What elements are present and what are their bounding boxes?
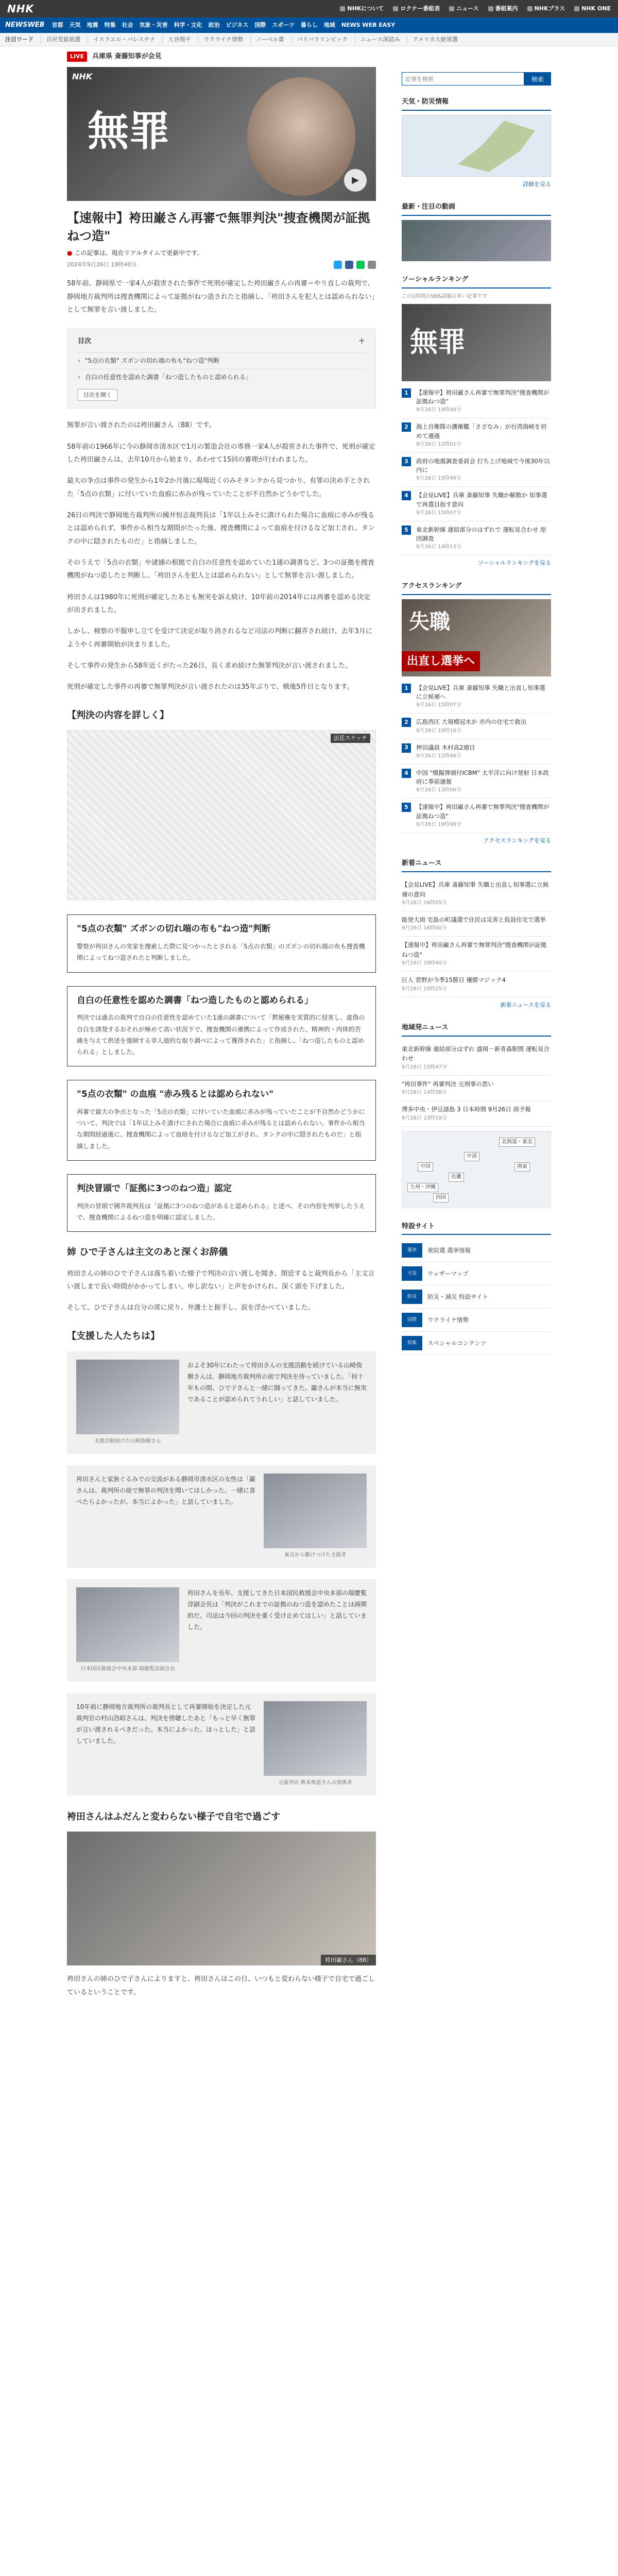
photo-caption: 袴田巌さん（88）: [321, 1955, 376, 1966]
video-box: [402, 200, 551, 261]
supporter-photo: [264, 1473, 367, 1548]
sidebar-heading: アクセスランキング: [402, 579, 551, 595]
nav-item[interactable]: 地震: [87, 22, 98, 29]
service-link[interactable]: 国際 ウクライナ情勢: [402, 1309, 551, 1332]
detail-title: "5点の衣類" の血痕 "赤み残るとは認められない": [77, 1089, 274, 1100]
top-link[interactable]: ロクナー番組表: [393, 4, 440, 13]
link-copy-icon[interactable]: [368, 261, 376, 269]
region-button[interactable]: 関東: [514, 1162, 530, 1172]
top-bar: [0, 0, 618, 18]
service-icon: 国際: [402, 1313, 422, 1327]
more-link[interactable]: アクセスランキングを見る: [483, 837, 551, 844]
nav-item[interactable]: 地域: [323, 22, 335, 29]
sidebar-heading: 新着ニュース: [402, 856, 551, 872]
body-paragraph: そのうえで「5点の衣類」や逮捕の根拠で自白の任意性を認めていた1通の調書など、3つの証拠を捜査機関がねつ造したと判断し、「袴田さんを犯人とは認められない」として無罪を言い渡しました。: [67, 558, 374, 580]
supporter-card: [67, 1351, 376, 1454]
sidebar-heading: 最新・注目の動画: [402, 200, 551, 216]
service-link[interactable]: 選挙 衆院選 選挙情報: [402, 1239, 551, 1262]
social-ranking: [402, 273, 551, 568]
video-thumbnail[interactable]: [402, 220, 551, 261]
section-heading: 袴田さんはふだんと変わらない様子で自宅で過ごす: [67, 1811, 280, 1822]
region-button[interactable]: 四国: [433, 1193, 449, 1202]
body-paragraph: 死刑が確定した事件の再審で無罪判決が言い渡されたのは35年ぶりで、戦後5件目となります。: [67, 683, 354, 691]
region-button[interactable]: 北海道・東北: [499, 1138, 535, 1147]
toc-title: 目次: [78, 337, 92, 346]
link-icon: [449, 6, 454, 11]
region-map: [402, 1131, 551, 1208]
thumbnail-caption: 無罪: [410, 325, 466, 358]
trending-item[interactable]: アメリカ大統領選: [407, 35, 457, 44]
sidebar-heading: 地域発ニュース: [402, 1021, 551, 1037]
detail-box: [67, 1080, 376, 1161]
ranking-item[interactable]: 3 政府の地震調査委員会 打ち上げ地域で今後30年以内に 9月26日 15時49分: [402, 453, 551, 487]
weather-box: [402, 95, 551, 189]
photo-caption: 日本国民救援会中央本部 瑞慶覧淳副会長: [80, 1666, 175, 1672]
ranking-item[interactable]: 4 中国 "模擬弾頭付ICBM" 太平洋に向け発射 日本政府に事前通報 9月26日 13時00分: [402, 765, 551, 799]
body-paragraph: 袴田さんは1980年に死刑が確定したあとも無実を訴え続け、10年前の2014年には再審を認める決定が出されました。: [67, 593, 371, 614]
nhk-logo[interactable]: NHK: [7, 3, 34, 15]
nav-item[interactable]: スポーツ: [272, 22, 295, 29]
top-link[interactable]: ニュース: [449, 4, 478, 13]
supporter-photo: [76, 1360, 179, 1434]
news-item[interactable]: 東北新幹線 連結部分はずれ 盛岡－新青森駅間 運転見合わせ 9月26日 15時47分: [402, 1041, 551, 1076]
ranking-item[interactable]: 5 東北新幹線 連結部分のはずれで 運転見合わせ 原因調査 9月26日 14時13分: [402, 521, 551, 556]
toc-item[interactable]: › 自白の任意性を認めた調書「ねつ造したものと認められる」: [78, 369, 365, 385]
detail-text: 警察が袴田さんの実家を捜索した際に見つかったとされる「5点の衣類」のズボンの切れ端の布も捜査機関によってねつ造されたと判断しました。: [77, 943, 365, 962]
trending-item[interactable]: パリパラリンピック: [291, 35, 348, 44]
toc-item[interactable]: › "5点の衣類" ズボンの切れ端の布も"ねつ造"判断: [78, 352, 365, 369]
body-paragraph: 袴田さんの姉のひで子さんは落ち着いた様子で判決の言い渡しを聞き、閉廷すると裁判長から「主文言い渡しまで長い時間がかかってしまい、申し訳ない」と声をかけられ、深く頭を下げました。: [67, 1269, 375, 1291]
search-bar: [402, 72, 551, 86]
table-of-contents: [67, 329, 376, 409]
trending-item[interactable]: 自民党総裁選: [41, 35, 80, 44]
more-link[interactable]: 詳細を見る: [523, 180, 551, 188]
service-icon: 選挙: [402, 1243, 422, 1258]
service-icon: 防災: [402, 1290, 422, 1304]
japan-map-shape: [458, 121, 535, 172]
ranking-thumbnail[interactable]: [402, 599, 551, 676]
hero-caption: 無罪: [88, 107, 170, 155]
supporter-text: 袴田さんと家族ぐるみでの交流がある静岡市清水区の女性は「巌さんは、裁判所の前で無罪の判決を聞いてほしかった。一緒に喜べたらよかったが、本当によかった」と話していました。: [76, 1475, 256, 1505]
body-paragraph: 袴田さんの姉のひで子さんによりますと、袴田さんはこの日、いつもと変わらない様子で自宅で過ごしているということです。: [67, 1975, 375, 1996]
article-title: 【速報中】袴田巌さん再審で無罪判決"捜査機関が証拠ねつ造": [67, 211, 370, 243]
x-share-icon[interactable]: [334, 261, 342, 269]
supporter-photo: [264, 1701, 367, 1776]
ranking-item[interactable]: 2 広島西区 大規模冠水か 市内の住宅で救出 9月26日 10時10分: [402, 714, 551, 739]
nav-item[interactable]: 政治: [208, 22, 220, 29]
nav-item[interactable]: 国際: [254, 22, 266, 29]
access-ranking: [402, 579, 551, 845]
home-photo: [67, 1832, 376, 1965]
news-item[interactable]: 巨人 菅野が今季15勝目 優勝マジック4 9月26日 15時25分: [402, 972, 551, 997]
region-button[interactable]: 中部: [464, 1152, 479, 1161]
service-link[interactable]: 特集 スペシャルコンテンツ: [402, 1332, 551, 1355]
trending-item[interactable]: イスラエル・パレスチナ: [88, 35, 155, 44]
body-paragraph: そして、ひで子さんは自分の席に戻り、弁護士と握手し、涙を浮かべていました。: [67, 1304, 315, 1312]
share-buttons: [334, 261, 376, 269]
nav-item[interactable]: 気象・災害: [139, 22, 168, 29]
top-link[interactable]: NHK ONE: [574, 4, 611, 13]
top-link[interactable]: 番組案内: [488, 4, 518, 13]
detail-title: "5点の衣類" ズボンの切れ端の布も"ねつ造"判断: [77, 924, 271, 935]
toc-toggle-icon[interactable]: ＋: [358, 337, 365, 346]
sidebar-heading: 天気・防災情報: [402, 95, 551, 111]
newsweb-logo[interactable]: NEWSWEB: [5, 21, 45, 29]
more-link[interactable]: ソーシャルランキングを見る: [477, 560, 551, 567]
lead-paragraph: 58年前、静岡県で一家4人が殺害された事件で死刑が確定した袴田巌さんの再審＝やり直しの裁判で、静岡地方裁判所は捜査機関によって証拠がねつ造されたと指摘し、「袴田さんを犯人とは認められない」として無罪を言い渡しました。: [67, 280, 375, 314]
news-item[interactable]: 【速報中】袴田巌さん再審で無罪判決"捜査機関が証拠ねつ造" 9月26日 19時40分: [402, 937, 551, 972]
sidebar-heading: ソーシャルランキング: [402, 273, 551, 289]
body-paragraph: 無罪が言い渡されたのは袴田巌さん（88）です。: [67, 421, 216, 430]
ranking-item[interactable]: 1 【速報中】袴田巌さん再審で無罪判決"捜査機関が証拠ねつ造" 9月26日 19時40分: [402, 384, 551, 419]
nav-item[interactable]: 首都: [52, 22, 63, 29]
photo-caption: 支援活動続けた山崎俊樹さん: [94, 1438, 161, 1444]
link-icon: [340, 6, 345, 11]
court-sketch-image: [67, 730, 376, 900]
toc-open-button[interactable]: 目次を開く: [78, 389, 117, 401]
new-news: [402, 856, 551, 1009]
live-badge: LIVE: [67, 52, 87, 62]
supporter-card: [67, 1693, 376, 1795]
search-input[interactable]: [402, 72, 524, 86]
service-icon: 特集: [402, 1336, 422, 1350]
search-button[interactable]: 検索: [524, 72, 551, 86]
supporter-card: [67, 1465, 376, 1568]
nav-item[interactable]: 天気: [69, 22, 81, 29]
ranking-item[interactable]: 2 海上自衛隊の護衛艦「さざなみ」が台湾海峡を初めて通過 9月26日 12時01分: [402, 418, 551, 453]
body-paragraph: しかし、検察の不服申し立てを受けて決定が取り消されるなど司法の判断に翻弄され続け、去年3月にようやく再審開始が決まりました。: [67, 628, 372, 649]
news-item[interactable]: "袴田事件" 再審判決 元刑事の思い 9月26日 14時38分: [402, 1076, 551, 1101]
top-link[interactable]: NHKについて: [340, 4, 384, 13]
region-button[interactable]: 近畿: [449, 1173, 464, 1182]
body-paragraph: そして事件の発生から58年近くがたった26日、長く求め続けた無罪判決が言い渡されました。: [67, 662, 352, 670]
live-title: 兵庫県 斎藤知事が会見: [92, 52, 162, 60]
nav-item[interactable]: NEWS WEB EASY: [341, 22, 396, 29]
main-nav: [0, 18, 618, 33]
supporter-text: 袴田さんを長年、支援してきた日本国民救援会中央本部の瑞慶覧淳副会長は「判決がこれまでの証拠のねつ造を認めたことは画期的だ。司法は今回の判決を重く受け止めてほしい」と話していました。: [187, 1589, 367, 1631]
ranking-item[interactable]: 1 【会見LIVE】兵庫 斎藤知事 失職と出直し知事選に立候補へ 9月26日 15時07分: [402, 680, 551, 714]
line-share-icon[interactable]: [356, 261, 365, 269]
ranking-thumbnail[interactable]: [402, 304, 551, 381]
link-icon: [488, 6, 493, 11]
portrait-image: [247, 77, 355, 196]
detail-text: 判決では過去の裁判で自白の任意性を認めていた1通の調書について「黙秘権を実質的に侵害し、虚偽の自白を誘発するおそれが極めて高い状況下で、捜査機関の連携によって作成された、精神的・肉体的苦痛を与えて供述を強制する非人道的な取り調べによって獲得された」と指摘し、「ねつ造したものと認められる」としました。: [77, 1014, 365, 1056]
body-paragraph: 26日の判決で静岡地方裁判所の國井恒志裁判長は「1年以上みそに漬けられた場合に血痕に赤みが残るとは認められず、事件から相当な期間がたった後、捜査機関によって血痕を付けるなど加工され、タンクの中に隠されたものだ」と指摘しました。: [67, 511, 375, 546]
nav-item[interactable]: 暮らし: [300, 22, 318, 29]
hero-video[interactable]: [67, 67, 376, 201]
article: [67, 67, 376, 2007]
special-sites: [402, 1219, 551, 1355]
sidebar-heading: 特設サイト: [402, 1219, 551, 1235]
photo-caption: 元裁判官 熊本典道さんの関係者: [278, 1780, 352, 1786]
section-heading: 【支援した人たちは】: [67, 1330, 160, 1342]
thumbnail-caption: 失職: [409, 609, 450, 634]
trending-words: [0, 33, 618, 46]
nav-item[interactable]: ビジネス: [226, 22, 249, 29]
service-link[interactable]: 防災 防災・減災 特設サイト: [402, 1285, 551, 1309]
ranking-item[interactable]: 5 【速報中】袴田巌さん再審で無罪判決"捜査機関が証拠ねつ造" 9月26日 19時40分: [402, 799, 551, 833]
news-item[interactable]: 能登大雨 宅島の町議選で住民は災害と仮設住宅で選挙 9月26日 16時00分: [402, 911, 551, 937]
detail-box: [67, 1174, 376, 1232]
ranking-note: この1時間のSNS話題の多い記事です: [402, 293, 488, 299]
trending-item[interactable]: ニュース深読み: [355, 35, 400, 44]
supporter-text: およそ30年にわたって袴田さんの支援活動を続けている山崎俊樹さんは、静岡地方裁判所の前で判決を待っていました。「何十年もの間、ひで子さんと一緒に闘ってきた。巌さんが本当に無実であることが認められてうれしい」と話していました。: [187, 1361, 367, 1403]
more-link[interactable]: 新着ニュースを見る: [500, 1001, 551, 1008]
news-item[interactable]: 【会見LIVE】兵庫 斎藤知事 失職と出直し知事選に立候補の意向 9月26日 16時05分: [402, 876, 551, 911]
detail-box: [67, 986, 376, 1067]
top-links: [340, 4, 611, 13]
ranking-item[interactable]: 3 押田議員 木村高2週目 9月26日 12時48分: [402, 739, 551, 765]
region-button[interactable]: 中国: [418, 1162, 433, 1172]
body-paragraph: 最大の争点は事件の発生から1年2か月後に現場近くのみそタンクから見つかり、有罪の決め手とされた「5点の衣類」に付いていた血痕に赤みが残っていたことが不自然かどうかでした。: [67, 477, 370, 498]
section-heading: 【判決の内容を詳しく】: [67, 709, 169, 721]
service-icon: 天気: [402, 1266, 422, 1281]
detail-title: 判決冒頭で「証拠に3つのねつ造」認定: [77, 1183, 232, 1194]
news-item[interactable]: 博多中央・伊豆諸島 3 日本時間 9月26日 雨予報 9月26日 13時19分: [402, 1101, 551, 1126]
nav-item[interactable]: 社会: [122, 22, 133, 29]
ranking-item[interactable]: 4 【会見LIVE】兵庫 斎藤知事 失職か解散か 知事選で再選目指す意向 9月26日 15時07分: [402, 487, 551, 521]
region-button[interactable]: 九州・沖縄: [407, 1183, 438, 1192]
body-paragraph: 58年前の1966年に今の静岡市清水区で1月の製造会社の専務一家4人が殺害された事件で、死刑が確定した袴田巌さんは、去年10月から始まり、あわせて15回の審理が行われました。: [67, 443, 375, 464]
regional-news: [402, 1021, 551, 1208]
detail-box: [67, 914, 376, 972]
supporter-text: 10年前に静岡地方裁判所の裁判長として再審開始を決定した元裁判官の村山浩昭さんは、判決を傍聴したあと「もっと早く無罪が言い渡されるべきだった。本当によかった。ほっとした」と話していました。: [76, 1703, 256, 1745]
nav-item[interactable]: 科学・文化: [174, 22, 202, 29]
content-wrap: [0, 67, 618, 2007]
weather-map[interactable]: [402, 115, 551, 177]
link-icon: [527, 6, 533, 11]
top-link[interactable]: NHKプラス: [527, 4, 565, 13]
link-icon: [574, 6, 579, 11]
live-banner[interactable]: [0, 46, 618, 67]
facebook-share-icon[interactable]: [345, 261, 353, 269]
detail-title: 自白の任意性を認めた調書「ねつ造したものと認められる」: [77, 995, 313, 1006]
detail-text: 判決の冒頭で國井裁判長は「証拠に3つのねつ造があると認められる」と述べ、その内容を列挙したうえで、捜査機関によるねつ造を明確に認定しました。: [77, 1202, 365, 1221]
supporter-card: [67, 1579, 376, 1682]
sketch-tag: 法廷スケッチ: [331, 734, 370, 743]
hero-logo: NHK: [72, 72, 93, 81]
thumbnail-subcaption: 出直し選挙へ: [402, 651, 480, 671]
trending-item[interactable]: ウクライナ情勢: [198, 35, 243, 44]
trending-item[interactable]: ノーベル賞: [250, 35, 284, 44]
sidebar: [402, 67, 551, 2007]
service-link[interactable]: 天気 ウェザーマップ: [402, 1262, 551, 1285]
article-meta: [67, 260, 376, 269]
section-heading: 姉 ひで子さんは主文のあと深くお辞儀: [67, 1246, 228, 1258]
nav-item[interactable]: 特集: [104, 22, 116, 29]
realtime-note: ● この記事は、現在リアルタイムで更新中です。: [67, 248, 376, 258]
trending-item[interactable]: 大谷翔平: [162, 35, 191, 44]
photo-caption: 東京から駆けつけた支援者: [284, 1552, 346, 1558]
detail-text: 再審で最大の争点となった「5点の衣類」に付いていた血痕に赤みが残っていたことが不自然かどうかについて、判決では「1年以上みそ漬けにされた場合に血痕に赤みが残るとは認められない。事件から相当な期間経過後に、捜査機関によって血痕を付けるなど加工がされ、タンクの中に隠されたものだ」と指摘しました。: [77, 1108, 365, 1150]
trending-label: 注目ワード: [5, 36, 33, 43]
supporter-photo: [76, 1587, 179, 1662]
link-icon: [393, 6, 398, 11]
play-icon[interactable]: ▶: [344, 169, 367, 192]
article-date: 2024年9月26日 19時40分: [67, 261, 137, 268]
